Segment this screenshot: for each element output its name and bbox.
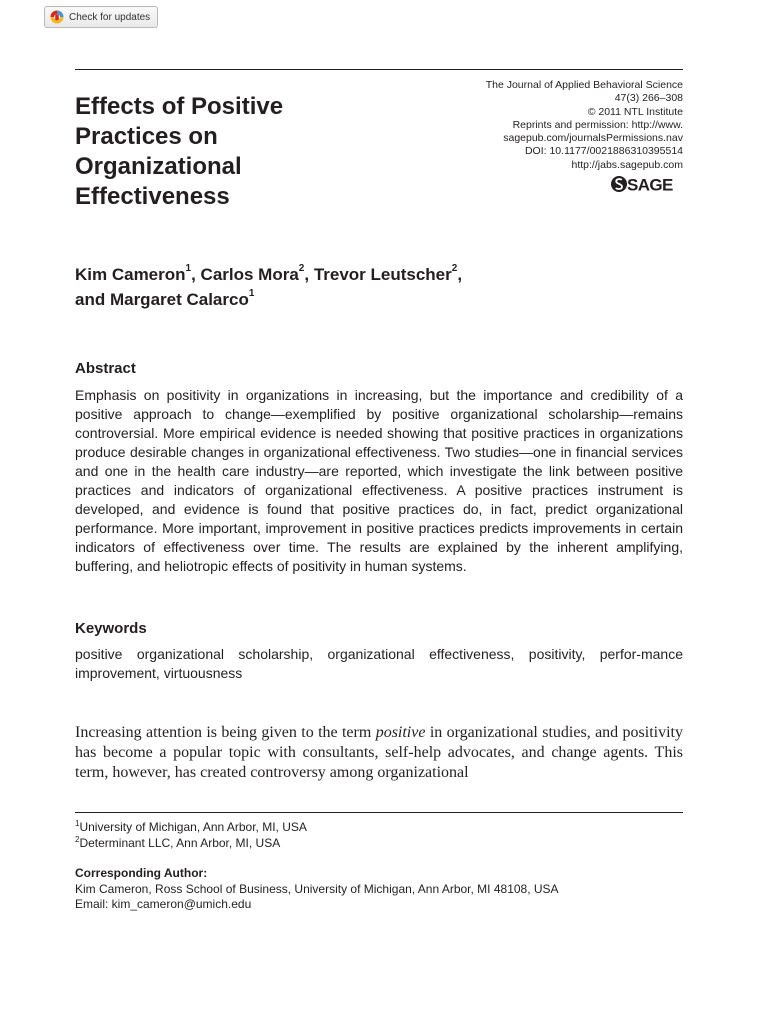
journal-info bbox=[430, 79, 683, 172]
abstract-heading: Abstract bbox=[75, 360, 136, 377]
affiliation-mark: 1 bbox=[248, 288, 255, 300]
journal-reprints: Reprints and permission: http://www. bbox=[512, 118, 683, 131]
sage-logo bbox=[610, 173, 684, 195]
title-line: Organizational bbox=[75, 153, 242, 180]
body-text-end: in organizational studies, and positivity has become a popular topic with consultants, self-help advocates, and change agents. This term, however, has created controversy among organizational bbox=[75, 724, 683, 781]
check-for-updates-label: Check for updates bbox=[69, 11, 151, 23]
footnote-mark: 1 bbox=[75, 819, 80, 828]
affiliation-item bbox=[75, 820, 683, 836]
header-rule bbox=[75, 69, 683, 70]
abstract-text: Emphasis on positivity in organizations in increasing, but the importance and credibility of a positive approach to change—exemplified by positive organizational scholarship—remains controversial. More empirical evidence is needed showing that positive practices in organizations produce desirable changes in organizational effectiveness. Two studies—one in financial services and one in the health care industry—are reported, which investigate the link between positive practices and indicators of organizational effectiveness. A positive practices instrument is developed, and evidence is found that positive practices do, in fact, predict organizational performance. More important, improvement in positive practices predicts improvements in certain indicators of effectiveness over time. The results are explained by the inherent amplifying, buffering, and heliotropic effects of positivity in human systems. bbox=[75, 387, 683, 574]
body-emphasis: positive bbox=[375, 724, 426, 741]
affiliation-text: University of Michigan, Ann Arbor, MI, USA bbox=[79, 820, 307, 834]
affiliations bbox=[75, 820, 683, 851]
affiliation-mark: 2 bbox=[451, 263, 458, 275]
keywords-text: positive organizational scholarship, organizational effectiveness, positivity, perfor-mance improvement, virtuousness bbox=[75, 646, 683, 681]
author-separator: , bbox=[191, 265, 201, 284]
crossmark-icon bbox=[50, 10, 64, 24]
corresponding-author bbox=[75, 866, 683, 913]
corresponding-author-label: Corresponding Author: bbox=[75, 866, 208, 880]
affiliation-text: Determinant LLC, Ann Arbor, MI, USA bbox=[79, 835, 281, 850]
affiliation-mark: 1 bbox=[185, 263, 192, 275]
title-line: Effects of Positive bbox=[75, 93, 284, 120]
sage-logo-text: SAGE bbox=[627, 175, 673, 195]
affiliation-mark: 2 bbox=[298, 263, 305, 275]
body-paragraph bbox=[75, 723, 683, 783]
footnote-rule bbox=[75, 812, 683, 813]
affiliation-item bbox=[75, 836, 683, 852]
body-text-start: Increasing attention is being given to the term bbox=[75, 724, 376, 741]
keywords-heading: Keywords bbox=[75, 620, 147, 637]
journal-permissions-link[interactable]: sagepub.com/journalsPermissions.nav bbox=[503, 132, 683, 145]
journal-url[interactable]: http://jabs.sagepub.com bbox=[571, 158, 683, 171]
corresponding-author-email[interactable]: Email: kim_cameron@umich.edu bbox=[75, 897, 252, 911]
author-separator: , bbox=[304, 265, 314, 284]
author-conjunction: and bbox=[75, 290, 110, 309]
author-name: Margaret Calarco bbox=[109, 290, 249, 309]
corresponding-author-address: Kim Cameron, Ross School of Business, University of Michigan, Ann Arbor, MI 48108, USA bbox=[75, 881, 559, 896]
title-line: Effectiveness bbox=[75, 183, 230, 210]
journal-volume: 47(3) 266–308 bbox=[614, 92, 683, 105]
author-list bbox=[75, 262, 635, 312]
author-separator: , bbox=[457, 265, 463, 284]
author-name: Trevor Leutscher bbox=[313, 265, 452, 284]
footnote-mark: 2 bbox=[75, 834, 80, 844]
title-line: Practices on bbox=[75, 123, 218, 150]
author-name: Carlos Mora bbox=[200, 265, 299, 284]
journal-doi[interactable]: DOI: 10.1177/0021886310395514 bbox=[524, 145, 683, 158]
journal-copyright: © 2011 NTL Institute bbox=[587, 105, 683, 118]
article-title bbox=[75, 92, 375, 212]
journal-name: The Journal of Applied Behavioral Science bbox=[485, 79, 683, 91]
check-for-updates-button[interactable] bbox=[44, 6, 158, 28]
author-name: Kim Cameron bbox=[75, 265, 186, 284]
